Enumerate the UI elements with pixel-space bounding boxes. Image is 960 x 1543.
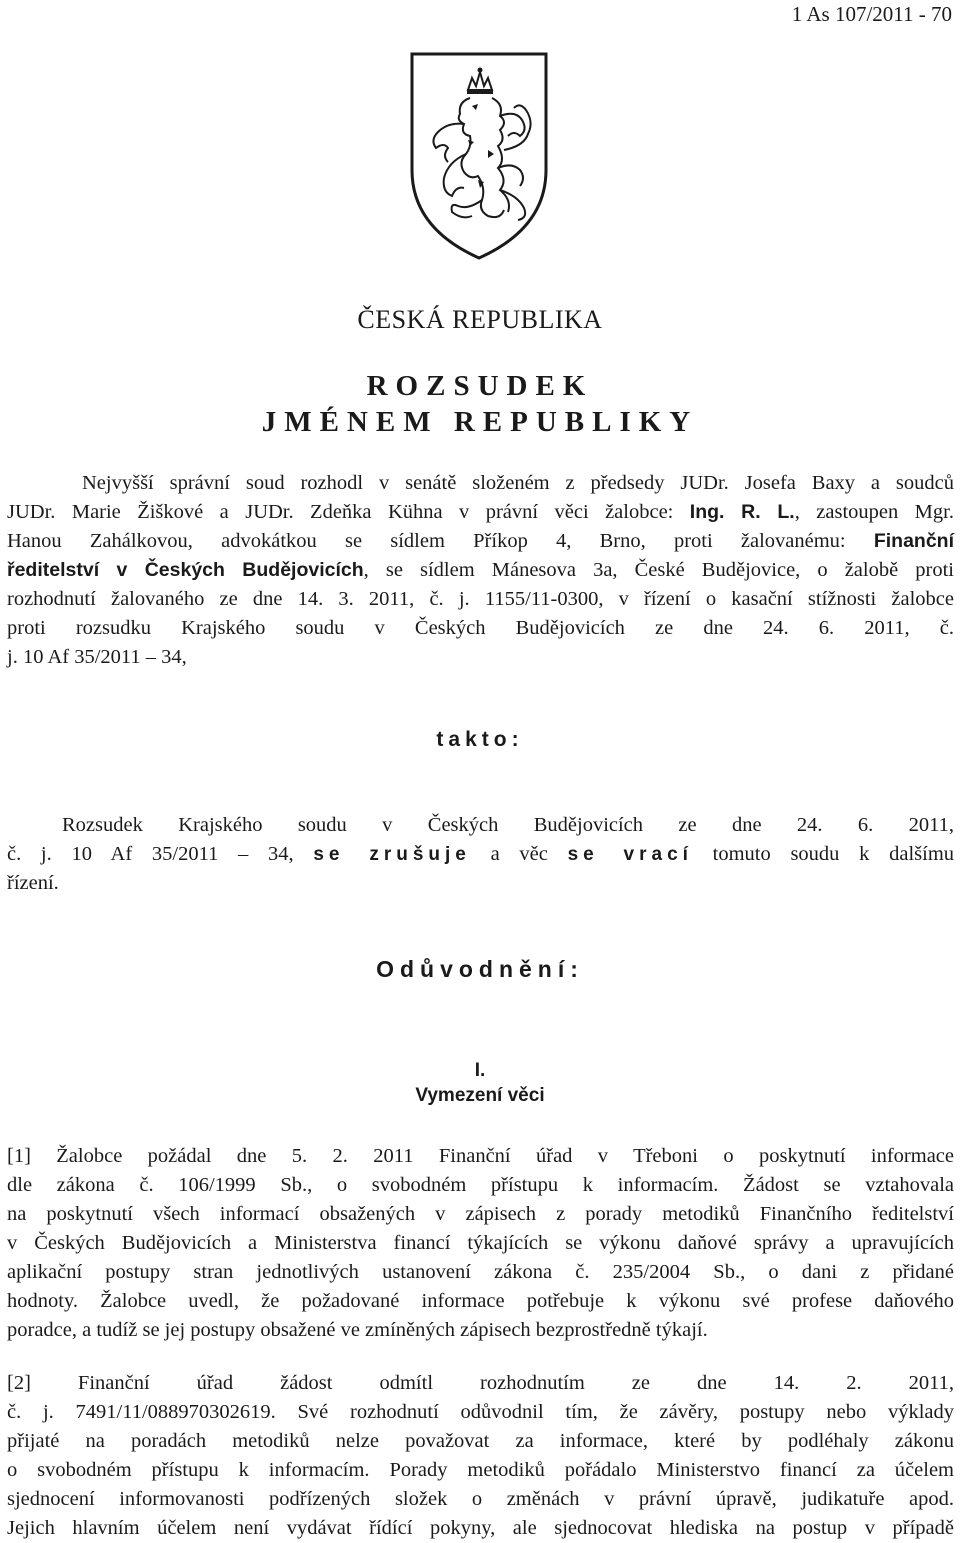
text-run: JUDr. Marie Žiškové a JUDr. Zdeňka Kühna v právní věci žalobce: [7,501,690,523]
section-number: I. [474,1060,486,1081]
verdict-annulled: se zrušuje [313,844,471,865]
country-name: ČESKÁ REPUBLIKA [357,305,603,334]
text-line: [2] Finanční úřad žádost odmítl rozhodnutím ze dne 14. 2. 2011, [7,1372,954,1394]
text-line: poradce, a tudíž se jej postupy obsažené ve zmíněných zápisech bezprostředně týkají. [7,1319,708,1341]
text-run: Hanou Zahálkovou, advokátkou se sídlem Příkop 4, Brno, proti žalovanému: [7,530,874,552]
text-line: o svobodném přístupu k informacím. Porady metodiků pořádalo Ministerstvo financí za účelem [7,1459,954,1481]
state-emblem-icon [408,50,550,262]
paragraph-2 [7,1369,954,1543]
intro-paragraph [7,469,954,672]
text-line: Nejvyšší správní soud rozhodl v senátě složeném z předsedy JUDr. Josefa Baxy a soudců [82,472,954,494]
text-line: aplikační postupy stran jednotlivých ustanovení zákona č. 235/2004 Sb., o dani z přidané [7,1261,954,1283]
text-line [7,527,954,556]
defendant-name-cont: ředitelství v Českých Budějovicích [7,559,364,581]
verdict-subtitle: JMÉNEM REPUBLIKY [261,406,699,438]
text-line: hodnoty. Žalobce uvedl, že požadované informace potřebuje k výkonu své profese daňového [7,1290,954,1312]
text-line: sjednocení informovanosti podřízených složek o změnách v právní úpravě, judikatuře apod. [7,1488,954,1510]
text-line: v Českých Budějovicích a Ministerstva financí týkajících se výkonu daňové správy a upravujících [7,1232,954,1254]
verdict-title: ROZSUDEK [366,370,594,402]
text-line: řízení. [7,872,59,894]
text-run: a věc [470,843,568,865]
text-line: proti rozsudku Krajského soudu v Českých Budějovicích ze dne 24. 6. 2011, č. [7,617,954,639]
text-line [7,498,954,527]
text-run: č. j. 10 Af 35/2011 – 34, [7,843,314,865]
text-run: , zastoupen Mgr. [794,501,954,523]
section-title: Vymezení věci [415,1085,545,1106]
text-line: j. 10 Af 35/2011 – 34, [7,646,187,668]
case-number: 1 As 107/2011 - 70 [791,2,952,26]
text-line: [1] Žalobce požádal dne 5. 2. 2011 Finanční úřad v Třeboni o poskytnutí informace [7,1145,954,1167]
text-line [7,556,954,585]
paragraph-1 [7,1142,954,1345]
text-line: dle zákona č. 106/1999 Sb., o svobodném přístupu k informacím. Žádost se vztahovala [7,1174,954,1196]
plaintiff-name: Ing. R. L. [689,501,795,523]
defendant-name: Finanční [873,530,954,552]
text-line: Rozsudek Krajského soudu v Českých Budějovicích ze dne 24. 6. 2011, [62,814,954,836]
decision-heading: takto: [436,728,524,751]
verdict-returned: se vrací [567,844,693,865]
text-run: , se sídlem Mánesova 3a, České Budějovice, o žalobě proti [363,559,954,581]
text-line: přijaté na poradách metodiků nelze považovat za informace, které by podléhaly zákonu [7,1430,954,1452]
text-line: na poskytnutí všech informací obsažených v zápisech z porady metodiků Finančního ředitelství [7,1203,954,1225]
text-run: tomuto soudu k dalšímu [692,843,955,865]
reasoning-heading: Odůvodnění: [376,956,584,982]
text-line: rozhodnutí žalovaného ze dne 14. 3. 2011, č. j. 1155/11-0300, v řízení o kasační stížnosti žalobce [7,588,954,610]
decision-paragraph [7,811,954,898]
text-line [7,840,954,869]
text-line: Jejich hlavním účelem není vydávat řídící pokyny, ale sjednocovat hlediska na postup v případě [7,1517,954,1539]
text-line: č. j. 7491/11/088970302619. Své rozhodnutí odůvodnil tím, že závěry, postupy nebo výklady [7,1401,954,1423]
